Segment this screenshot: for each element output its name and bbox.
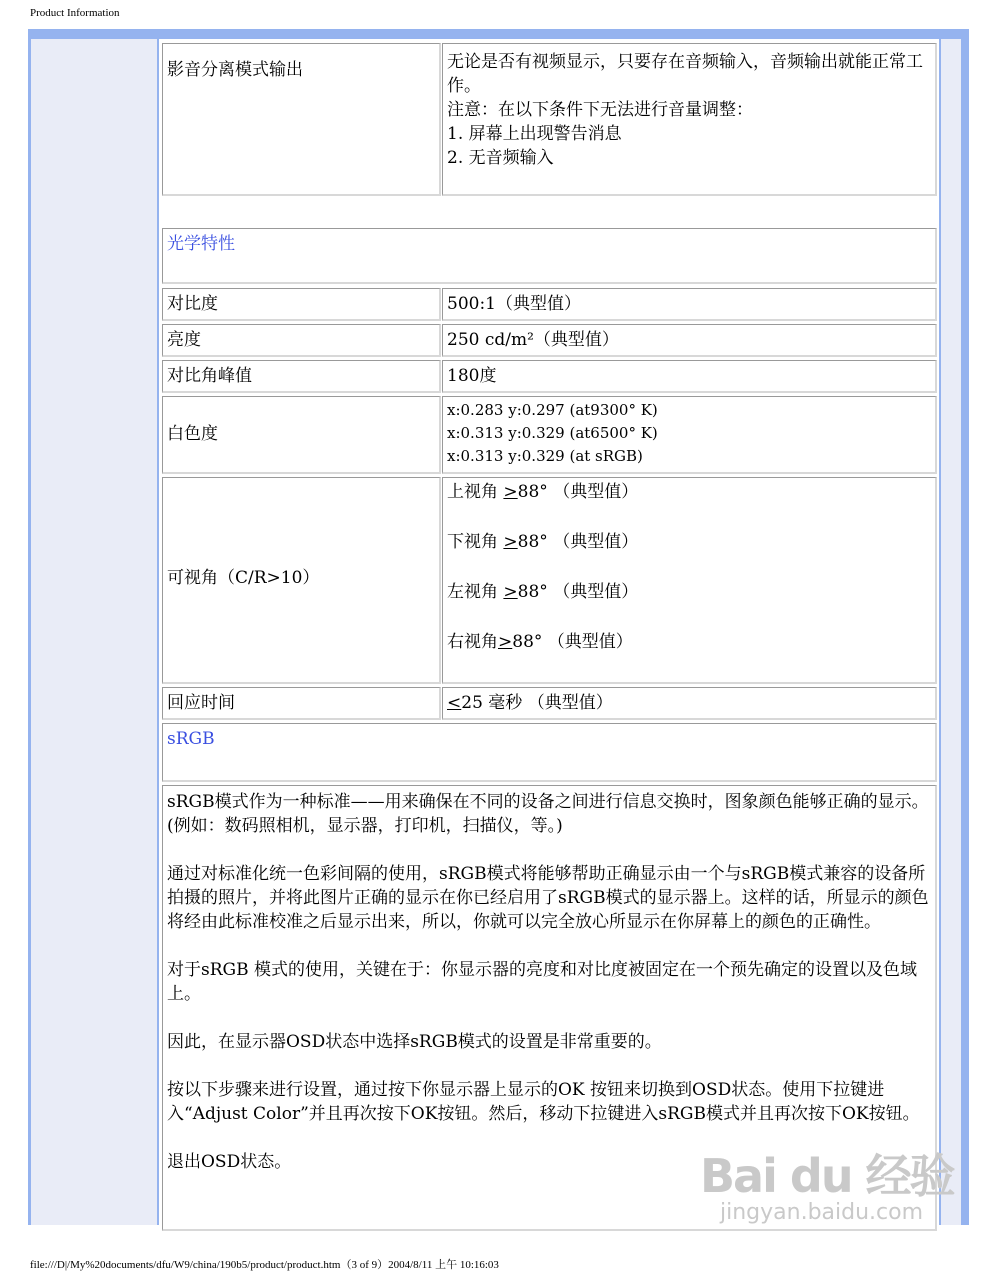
audio-line-3: 1. 屏幕上出现警告消息 xyxy=(447,124,622,144)
viewing-label-cell xyxy=(162,477,441,684)
baidu-watermark xyxy=(700,1140,960,1235)
viewing-down: 下视角 >88° （典型值） xyxy=(447,532,639,552)
audio-value-cell xyxy=(442,43,937,196)
contrast-label: 对比度 xyxy=(167,294,218,314)
audio-line-4: 2. 无音频输入 xyxy=(447,148,554,168)
brightness-label: 亮度 xyxy=(167,330,201,350)
white-line-1: x:0.283 y:0.297 (at9300° K) xyxy=(447,401,658,419)
srgb-paragraph-1: sRGB模式作为一种标准——用来确保在不同的设备之间进行信息交换时，图象颜色能够正确的显示。(例如：数码照相机，显示器，打印机，扫描仪，等。) xyxy=(167,792,929,836)
peak-value: 180度 xyxy=(447,366,497,386)
white-label-cell xyxy=(162,396,441,474)
response-value-cell xyxy=(442,687,937,720)
brightness-value-cell xyxy=(442,324,937,357)
viewing-left: 左视角 >88° （典型值） xyxy=(447,582,639,602)
brightness-value: 250 cd/m²（典型值） xyxy=(447,330,619,350)
response-symbol: < xyxy=(447,693,462,713)
viewing-value-cell xyxy=(442,477,937,684)
contrast-value-cell xyxy=(442,288,937,321)
audio-line-2: 注意：在以下条件下无法进行音量调整： xyxy=(447,100,753,120)
audio-label: 影音分离模式输出 xyxy=(167,60,303,80)
srgb-heading: sRGB xyxy=(167,729,215,749)
print-footer-path: file:///D|/My%20documents/dfu/W9/china/190b5/product/product.htm（3 of 9）2004/8/11 上午 10:16:03 xyxy=(30,1259,499,1271)
audio-line-1: 无论是否有视频显示，只要存在音频输入，音频输出就能正常工作。 xyxy=(447,52,923,96)
watermark-logo: Bai du 经验 xyxy=(700,1149,954,1203)
page-frame xyxy=(28,29,969,1225)
left-sidebar xyxy=(31,39,157,1225)
peak-label-cell xyxy=(162,360,441,393)
optical-heading: 光学特性 xyxy=(167,234,235,254)
contrast-label-cell xyxy=(162,288,441,321)
viewing-label: 可视角（C/R>10） xyxy=(167,568,320,588)
right-strip xyxy=(941,39,961,1225)
audio-label-cell xyxy=(162,43,441,196)
srgb-heading-cell xyxy=(162,723,937,782)
peak-value-cell xyxy=(442,360,937,393)
white-label: 白色度 xyxy=(167,424,218,444)
white-line-3: x:0.313 y:0.329 (at sRGB) xyxy=(447,447,643,465)
srgb-paragraph-2: 通过对标准化统一色彩间隔的使用，sRGB模式将能够帮助正确显示由一个与sRGB模式兼容的设备所拍摄的照片，并将此图片正确的显示在你已经启用了sRGB模式的显示器上。这样的话，所显示的颜色将经由此标准校准之后显示出来，所以，你就可以完全放心所显示在你屏幕上的颜色的正确性。 xyxy=(167,864,929,932)
response-label: 回应时间 xyxy=(167,693,235,713)
white-line-2: x:0.313 y:0.329 (at6500° K) xyxy=(447,424,658,442)
srgb-paragraph-6: 退出OSD状态。 xyxy=(167,1152,292,1172)
optical-heading-cell xyxy=(162,228,937,284)
response-value: 25 毫秒 （典型值） xyxy=(461,693,613,713)
spec-content xyxy=(159,39,939,1225)
response-label-cell xyxy=(162,687,441,720)
srgb-paragraph-3: 对于sRGB 模式的使用，关键在于：你显示器的亮度和对比度被固定在一个预先确定的设置以及色域上。 xyxy=(167,960,917,1004)
srgb-paragraph-5: 按以下步骤来进行设置，通过按下你显示器上显示的OK 按钮来切换到OSD状态。使用下拉键进入“Adjust Color”并且再次按下OK按钮。然后，移动下拉键进入sRGB模式并且再次按下OK按钮。 xyxy=(167,1080,920,1124)
peak-label: 对比角峰值 xyxy=(167,366,252,386)
srgb-paragraph-4: 因此，在显示器OSD状态中选择sRGB模式的设置是非常重要的。 xyxy=(167,1032,662,1052)
brightness-label-cell xyxy=(162,324,441,357)
print-header-title: Product Information xyxy=(30,7,120,19)
contrast-value: 500:1（典型值） xyxy=(447,294,581,314)
viewing-up: 上视角 >88° （典型值） xyxy=(447,482,639,502)
watermark-url: jingyan.baidu.com xyxy=(720,1200,924,1225)
viewing-right: 右视角>88° （典型值） xyxy=(447,632,633,652)
white-value-cell xyxy=(442,396,937,474)
